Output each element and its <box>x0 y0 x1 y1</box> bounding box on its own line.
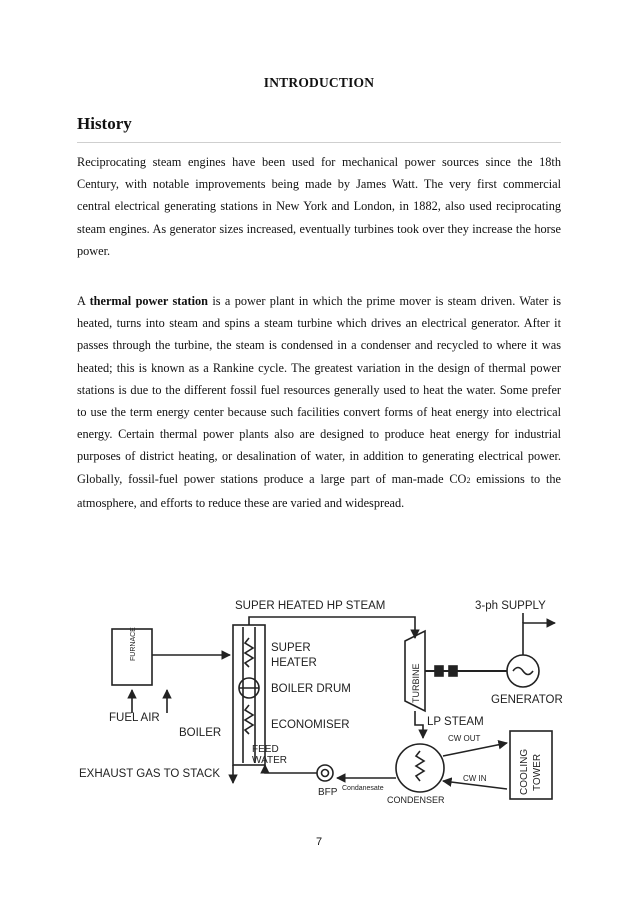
label-economiser: ECONOMISER <box>271 719 350 731</box>
thermal-power-station-term: thermal power station <box>89 294 209 308</box>
label-water: WATER <box>252 755 287 766</box>
label-three-ph-supply: 3-ph SUPPLY <box>475 600 546 612</box>
label-boiler: BOILER <box>179 727 222 739</box>
paragraph-tail: emissions to the atmosphere, and efforts to reduce these are varied and widespread. <box>77 471 561 510</box>
thermal-station-paragraph <box>77 290 561 514</box>
paragraph-body: is a power plant in which the prime mover is steam driven. Water is heated, turns into steam and spins a steam turbine which drives an electrical generator. After it passes through the turbine, the steam is condensed in a condenser and recycled to where it was heated; this is known as a Rankine cycle. The greatest variation in the design of thermal power stations is due to the different fossil fuel resources generally used to heat the water. Some prefer to use the term energy center because such facilities convert forms of heat energy into electrical energy. Certain thermal power plants also are designed to produce heat energy for industrial purposes of district heating, or desalination of water, in addition to generating electrical power. Globally, fossil-fuel power stations produce a large part of man-made CO <box>77 294 562 486</box>
co2-subscript: 2 <box>466 475 471 485</box>
label-condensate: Condanesate <box>342 785 384 792</box>
label-tower: TOWER <box>532 753 543 791</box>
super-heater-coil <box>245 638 253 667</box>
thermal-power-plant-diagram <box>75 593 585 808</box>
label-cooling: COOLING <box>519 748 530 795</box>
bfp-pump <box>317 765 333 781</box>
label-feed: FEED <box>252 744 279 755</box>
section-title: History <box>77 114 132 133</box>
label-heater: HEATER <box>271 657 317 669</box>
label-fuel-air: FUEL AIR <box>109 712 160 724</box>
label-exhaust-gas: EXHAUST GAS TO STACK <box>79 768 221 780</box>
page-heading: INTRODUCTION <box>263 75 375 90</box>
paragraph-lead: A <box>77 294 90 308</box>
page-number: 7 <box>315 836 323 848</box>
label-cw-out: CW OUT <box>448 734 481 743</box>
section-divider <box>77 142 561 143</box>
label-condenser: CONDENSER <box>387 795 445 805</box>
cooling-tower-box <box>510 731 552 799</box>
economiser-coil <box>245 705 253 734</box>
label-super-heated-hp-steam: SUPER HEATED HP STEAM <box>235 600 386 612</box>
label-boiler-drum: BOILER DRUM <box>271 683 351 695</box>
label-turbine: TURBINE <box>411 663 421 703</box>
label-furnace: FURNACE <box>130 627 137 661</box>
label-cw-in: CW IN <box>463 774 487 783</box>
label-lp-steam: LP STEAM <box>427 716 484 728</box>
history-paragraph: Reciprocating steam engines have been used for mechanical power sources since the 18th Century, with notable improvements being made by James Watt. The very first commercial central electrical generating stations in New York and London, in 1882, also used reciprocating steam engines. As generator sizes increased, eventually turbines took over they increase the horse power. <box>77 155 561 258</box>
label-super: SUPER <box>271 642 311 654</box>
label-bfp: BFP <box>318 787 338 798</box>
label-generator: GENERATOR <box>491 694 563 706</box>
